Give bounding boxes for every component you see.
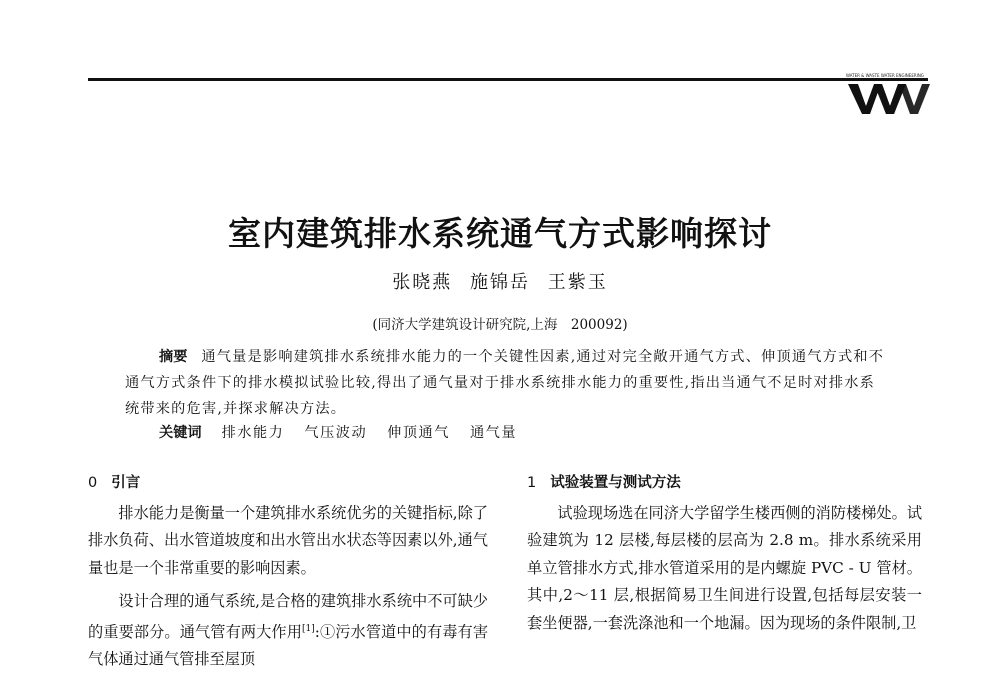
keywords-label: 关键词 bbox=[159, 425, 202, 441]
keyword-3: 伸顶通气 bbox=[387, 425, 450, 441]
left-column bbox=[88, 470, 488, 680]
keyword-2: 气压波动 bbox=[304, 425, 368, 441]
journal-logo-caption: WATER & WASTE WATER ENGINEERING bbox=[846, 73, 924, 78]
affiliation: (同济大学建筑设计研究院,上海 200092) bbox=[372, 317, 628, 333]
paper-title: 室内建筑排水系统通气方式影响探讨 bbox=[228, 214, 772, 253]
section-heading-introduction bbox=[88, 470, 488, 498]
paragraph-end: : bbox=[314, 622, 320, 641]
author-list bbox=[0, 268, 1000, 294]
paragraph: 试验现场选在同济大学留学生楼西侧的消防楼梯处。试验建筑为 12 层楼,每层楼的层高为 2.8 m。排水系统采用单立管排水方式,排水管道采用的是内螺旋 PVC - U 管材。其中,2～11 层,根据简易卫生间进行设置,包括每层安装一套坐便器,一套洗涤池和一个地漏。因为现场的条件限制,卫 bbox=[527, 503, 922, 632]
section-number: 0 bbox=[88, 475, 98, 491]
abstract-text: 通气量是影响建筑排水系统排水能力的一个关键性因素,通过对完全敞开通气方式、伸顶通气方式和不通气方式条件下的排水模拟试验比较,得出了通气量对于排水系统排水能力的重要性,指出当通气不足时对排水系统带来的危害,并探求解决方法。 bbox=[125, 349, 885, 417]
author-3: 王紫玉 bbox=[547, 272, 608, 293]
abstract-label: 摘要 bbox=[159, 349, 188, 365]
paragraph bbox=[88, 588, 488, 674]
keyword-1: 排水能力 bbox=[221, 425, 285, 441]
section-number: 1 bbox=[527, 475, 537, 491]
section-heading-test-setup bbox=[527, 470, 922, 498]
paragraph: 排水能力是衡量一个建筑排水系统优劣的关键指标,除了排水负荷、出水管道坡度和出水管出水状态等因素以外,通气量也是一个非常重要的影响因素。 bbox=[88, 503, 488, 577]
author-2: 施锦岳 bbox=[470, 272, 530, 293]
header-rule bbox=[88, 78, 928, 81]
journal-logo-icon bbox=[844, 70, 930, 118]
section-title: 试验装置与测试方法 bbox=[550, 475, 681, 491]
paragraph-continuation: ①污水管道中的有毒有害气体通过通气管排至屋顶 bbox=[88, 622, 489, 669]
keyword-4: 通气量 bbox=[469, 425, 518, 441]
right-column bbox=[527, 470, 922, 643]
abstract bbox=[125, 344, 885, 422]
section-title: 引言 bbox=[111, 475, 141, 491]
keywords bbox=[159, 422, 531, 442]
author-1: 张晓燕 bbox=[392, 272, 453, 293]
citation-ref: [1] bbox=[302, 623, 315, 634]
paragraph-text: 设计合理的通气系统,是合格的建筑排水系统中不可缺少的重要部分。通气管有两大作用 bbox=[88, 592, 488, 641]
